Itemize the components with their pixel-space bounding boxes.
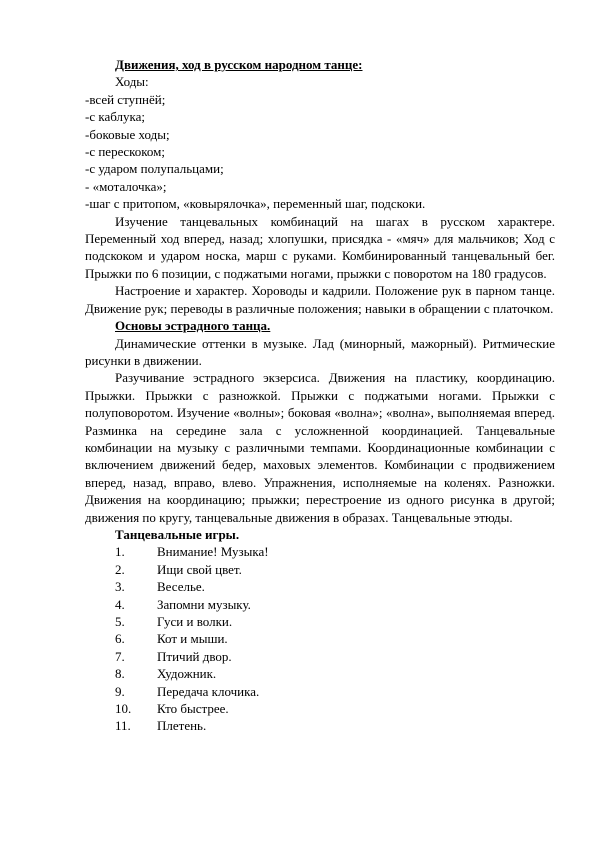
list-number: 3. [115, 579, 125, 595]
text-line: -шаг с притопом, «ковырялочка», переменный шаг, подскоки. [85, 196, 426, 212]
list-number: 9. [115, 683, 125, 699]
section-title-russian-dance: Движения, ход в русском народном танце: [115, 57, 363, 72]
games-list [85, 543, 555, 734]
list-text: Запомни музыку. [157, 596, 251, 612]
text-line: -с ударом полупальцами; [85, 161, 224, 177]
text-line: -с переcкоком; [85, 144, 166, 160]
text-line: -боковые ходы; [85, 126, 170, 142]
section-title-dance-games: Танцевальные игры. [115, 526, 240, 542]
list-number: 2. [115, 561, 125, 577]
list-item [85, 561, 555, 578]
list-number: 4. [115, 596, 125, 612]
list-item [85, 717, 555, 734]
paragraph: Настроение и характер. Хороводы и кадрили. Положение рук в парном танце. Движение рук; переводы в различные положения; навыки в обращении с платочком. [85, 283, 555, 316]
text-line: - «моталочка»; [85, 178, 167, 194]
list-item [85, 543, 555, 560]
list-text: Ищи свой цвет. [157, 561, 242, 577]
list-text: Гуси и волки. [157, 614, 233, 629]
list-number: 6. [115, 631, 125, 647]
list-text: Кот и мыши. [157, 631, 228, 647]
list-item [85, 596, 555, 613]
list-text: Плетень. [157, 718, 207, 734]
list-number: 10. [115, 701, 132, 717]
list-text: Передача клочика. [157, 683, 260, 699]
list-item [85, 613, 555, 630]
list-item [85, 700, 555, 717]
list-item [85, 578, 555, 595]
section-title-variety-dance: Основы эстрадного танца. [115, 318, 271, 334]
paragraph: Динамические оттенки в музыке. Лад (минорный, мажорный). Ритмические рисунки в движении. [85, 335, 555, 368]
list-text: Внимание! Музыка! [157, 544, 269, 560]
list-item [85, 683, 555, 700]
list-number: 7. [115, 648, 125, 664]
text-line: Ходы: [115, 74, 149, 90]
list-item [85, 665, 555, 682]
list-text: Художник. [157, 666, 217, 682]
list-number: 11. [115, 718, 131, 734]
list-text: Кто быстрее. [157, 701, 229, 717]
list-item [85, 648, 555, 665]
list-item [85, 630, 555, 647]
paragraph: Разучивание эстрадного экзерсиса. Движения на пластику, координацию. Прыжки. Прыжки с разножкой. Прыжки с поджатыми ногами. Прыжки с полуповоротом. Изучение «волны»; боковая «волна»; «волна», выполняемая вперед. Разминка на середине зала с усложненной координацией. Танцевальные комбинации на музыку с различными темпами. Координационные комбинации с включением движений бедер, маховых элементов. Комбинации с продвижением вперед, назад, вправо, влево. Упражнения, исполняемые на коленях. Разножки. Движения на координацию; прыжки; перестроение из одного рисунка в другой; движения по кругу, танцевальные движения в образах. Танцевальные этюды. [85, 370, 555, 525]
text-line: -всей ступнёй; [85, 91, 166, 107]
paragraph: Изучение танцевальных комбинаций на шагах в русском характере. Переменный ход вперед, назад; хлопушки, присядка - «мяч» для мальчиков; Ход с подскоком и ударом носка, марш с руками. Комбинированный танцевальный бег. Прыжки по 6 позиции, с поджатыми ногами, прыжки с поворотом на 180 градусов. [85, 213, 555, 281]
list-number: 1. [115, 544, 125, 560]
list-text: Птичий двор. [157, 648, 232, 664]
document-page [85, 56, 555, 735]
text-line: -с каблука; [85, 109, 146, 125]
list-number: 8. [115, 666, 125, 682]
list-text: Веселье. [157, 579, 205, 595]
list-number: 5. [115, 614, 125, 629]
